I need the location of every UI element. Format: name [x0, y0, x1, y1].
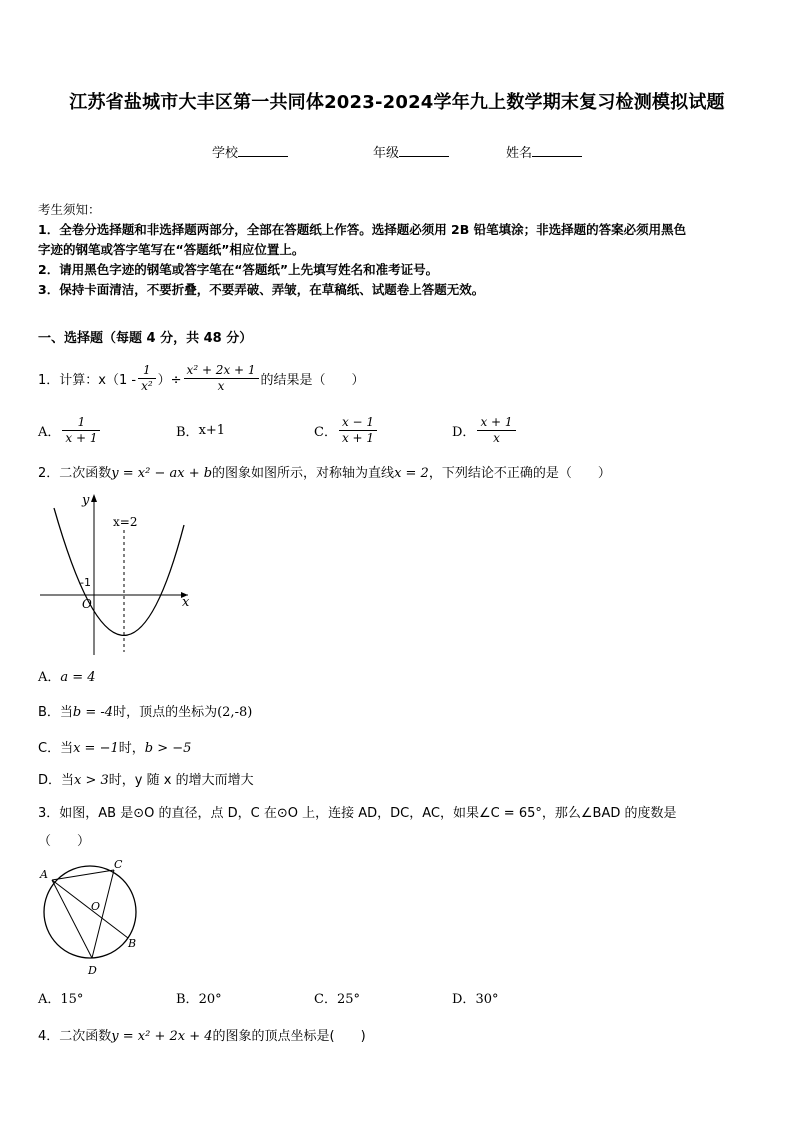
q1-prefix: 1．计算：x（1 - — [38, 372, 137, 388]
notice-block — [38, 200, 758, 300]
q2-option-d[interactable] — [38, 769, 254, 788]
q2-option-a[interactable] — [38, 666, 96, 685]
option-label: A． — [38, 992, 61, 1007]
name-label: 姓名 — [506, 146, 533, 161]
q3-option-c[interactable] — [314, 988, 360, 1007]
q3-option-a[interactable] — [38, 988, 83, 1007]
option-label: C． — [314, 992, 337, 1007]
q1-frac1-den: x² — [141, 378, 153, 393]
option-label: A． — [38, 670, 61, 685]
option-tail: y 随 x 的增大而增大 — [134, 773, 254, 788]
q1-option-d[interactable] — [452, 412, 518, 448]
y-label: y — [82, 493, 90, 508]
q2-formula: y = x² − ax + b — [111, 466, 213, 481]
q2-suffix: ，下列结论不正确的是（ ） — [428, 466, 611, 481]
option-text: x+1 — [198, 422, 226, 438]
school-label: 学校 — [212, 146, 239, 161]
q1-frac2-den: x — [217, 378, 225, 393]
segment-ab — [52, 880, 128, 938]
q1-option-a-frac — [62, 415, 100, 446]
segment-ac — [52, 870, 114, 880]
option-label: D． — [452, 424, 476, 440]
school-blank[interactable] — [238, 144, 288, 157]
section-heading: 一、选择题（每题 4 分，共 48 分） — [38, 331, 253, 346]
q1-option-c[interactable] — [314, 412, 379, 448]
name-blank[interactable] — [532, 144, 582, 157]
neg1-label: -1 — [80, 576, 91, 589]
q1-option-a[interactable] — [38, 412, 102, 448]
option-cond: b > −5 — [144, 741, 192, 756]
circle-o — [44, 866, 136, 958]
q1-option-d-frac — [477, 415, 515, 446]
q1-frac1 — [138, 363, 156, 394]
page-title: 江苏省盐城市大丰区第一共同体2023-2024学年九上数学期末复习检测模拟试题 — [69, 92, 725, 113]
q1-option-b[interactable] — [176, 412, 225, 448]
origin-label: O — [82, 597, 92, 611]
frac-den: x + 1 — [341, 430, 375, 445]
grade-field[interactable] — [373, 142, 449, 161]
point-d-label: D — [88, 964, 97, 977]
point-a-label: A — [40, 868, 48, 881]
q1-mid: ）÷ — [157, 372, 182, 388]
q1-option-c-frac — [339, 415, 377, 446]
option-text: 时， — [108, 773, 135, 788]
option-text: 20° — [198, 992, 222, 1007]
parabola-graph — [38, 490, 198, 660]
q2-option-b[interactable] — [38, 701, 252, 720]
q2-option-c[interactable] — [38, 737, 191, 756]
frac-den: x + 1 — [65, 430, 98, 445]
grade-label: 年级 — [373, 146, 400, 161]
q4-formula: y = x² + 2x + 4 — [111, 1029, 213, 1044]
q2-axis: x = 2 — [394, 466, 429, 481]
q3-option-b[interactable] — [176, 988, 222, 1007]
option-text: 时， — [118, 741, 145, 756]
option-math: x = −1 — [73, 741, 119, 756]
option-label: C． — [314, 424, 337, 440]
option-label: A． — [38, 424, 61, 440]
q2-prefix: 2．二次函数 — [38, 466, 112, 481]
question-2 — [38, 462, 611, 481]
option-label: B．当 — [38, 705, 73, 720]
q3-line1: 3．如图，AB 是⊙O 的直径，点 D，C 在⊙O 上，连接 AD，DC，AC，如果∠C = 65°，那么∠BAD 的度数是 — [38, 806, 677, 821]
grade-blank[interactable] — [399, 144, 449, 157]
frac-num: 1 — [62, 415, 100, 431]
frac-num: x + 1 — [477, 415, 515, 431]
name-field[interactable] — [506, 142, 582, 161]
circle-figure — [36, 856, 146, 980]
q1-suffix: 的结果是（ ） — [260, 372, 365, 388]
q2-mid: 的图象如图所示，对称轴为直线 — [212, 466, 395, 481]
frac-den: x — [493, 430, 500, 445]
q3-option-d[interactable] — [452, 988, 498, 1007]
axis-label: x=2 — [113, 515, 138, 529]
q3-line2: （ ） — [38, 834, 91, 849]
notice-item: 3．保持卡面清洁，不要折叠，不要弄破、弄皱，在草稿纸、试题卷上答题无效。 — [38, 282, 485, 297]
q1-frac2-num: x² + 2x + 1 — [184, 363, 259, 379]
option-label: D． — [452, 992, 476, 1007]
q4-suffix: 的图象的顶点坐标是( ) — [212, 1029, 366, 1044]
option-text: 25° — [336, 992, 360, 1007]
center-o-label: O — [91, 900, 101, 913]
notice-item: 1．全卷分选择题和非选择题两部分，全部在答题纸上作答。选择题必须用 2B 铅笔填涂；非选择题的答案必须用黑色 — [38, 222, 687, 237]
segment-ad — [52, 880, 92, 958]
option-text: 时，顶点的坐标为 — [113, 705, 218, 720]
option-text: a = 4 — [60, 670, 96, 685]
frac-num: x − 1 — [339, 415, 377, 431]
y-axis-arrow — [91, 494, 97, 502]
question-3 — [38, 800, 758, 856]
option-text: 15° — [60, 992, 84, 1007]
option-text: 30° — [475, 992, 499, 1007]
q4-prefix: 4．二次函数 — [38, 1029, 112, 1044]
segment-dc — [92, 870, 114, 958]
question-4 — [38, 1025, 366, 1044]
option-label: C．当 — [38, 741, 74, 756]
option-math: x > 3 — [74, 773, 109, 788]
point-c-label: C — [114, 858, 123, 871]
q1-frac1-num: 1 — [138, 363, 156, 379]
question-1 — [38, 360, 365, 396]
option-coord: (2,-8) — [217, 705, 253, 720]
option-label: B． — [176, 424, 199, 440]
q1-frac2 — [184, 363, 259, 394]
point-b-label: B — [128, 937, 137, 950]
x-label: x — [182, 595, 190, 610]
school-field[interactable] — [212, 142, 288, 161]
notice-item: 2．请用黑色字迹的钢笔或答字笔在“答题纸”上先填写姓名和准考证号。 — [38, 262, 439, 277]
notice-heading: 考生须知： — [38, 202, 101, 217]
notice-item: 字迹的钢笔或答字笔写在“答题纸”相应位置上。 — [38, 242, 305, 257]
option-math: b = -4 — [72, 705, 114, 720]
option-label: B． — [176, 992, 199, 1007]
option-label: D．当 — [38, 773, 75, 788]
